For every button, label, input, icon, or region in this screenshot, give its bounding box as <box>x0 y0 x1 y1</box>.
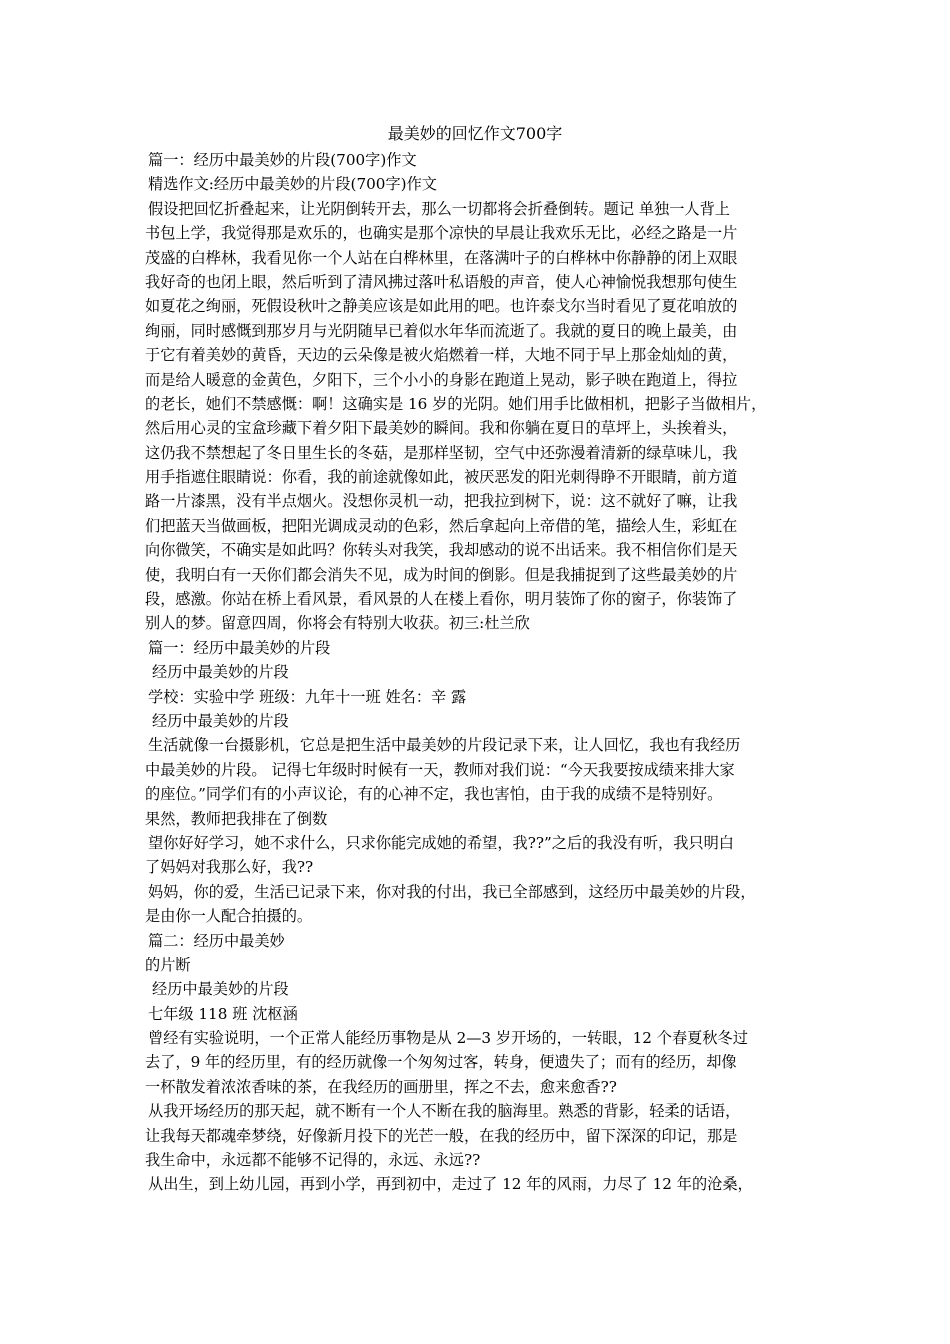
text-line: 的座位。”同学们有的小声议论，有的心神不定，我也害怕，由于我的成绩不是特别好。 <box>145 785 723 804</box>
text-line: 向你微笑，不确实是如此吗？你转头对我笑，我却感动的说不出话来。我不相信你们是天 <box>145 541 738 560</box>
text-line: 了妈妈对我那么好，我?? <box>145 858 314 877</box>
text-line: 让我每天都魂牵梦绕，好像新月投下的光芒一般，在我的经历中，留下深深的印记，那是 <box>145 1126 738 1145</box>
text-line: 的老长，她们不禁感慨：啊！这确实是 16 岁的光阴。她们用手比做相机，把影子当做相片， <box>145 394 767 413</box>
text-line: 经历中最美妙的片段 <box>152 663 289 682</box>
text-line: 篇一：经历中最美妙的片段(700字)作文 <box>148 151 417 169</box>
text-line: 然后用心灵的宝盒珍藏下着夕阳下最美妙的瞬间。我和你躺在夏日的草坪上，头挨着头， <box>145 419 738 438</box>
text-line: 假设把回忆折叠起来，让光阴倒转开去，那么一切都将会折叠倒转。题记 单独一人背上 <box>148 199 730 218</box>
text-line: 从我开场经历的那天起，就不断有一个人不断在我的脑海里。熟悉的背影，轻柔的话语， <box>148 1102 741 1121</box>
text-line: 书包上学，我觉得那是欢乐的，也确实是那个凉快的早晨让我欢乐无比，必经之路是一片 <box>145 224 738 243</box>
document-title: 最美妙的回忆作文700字 <box>387 124 563 143</box>
text-line: 经历中最美妙的片段 <box>152 711 289 730</box>
text-line: 这仍我不禁想起了冬日里生长的冬菇，是那样坚韧，空气中还弥漫着清新的绿草味儿，我 <box>145 443 738 462</box>
text-line: 去了，9 年的经历里，有的经历就像一个匆匆过客，转身，便遗失了；而有的经历，却像 <box>145 1053 737 1072</box>
text-line: 我好奇的也闭上眼，然后听到了清风拂过落叶私语般的声音，使人心神愉悦我想那句使生 <box>145 272 738 291</box>
text-line: 篇二：经历中最美妙 <box>148 931 285 950</box>
text-line: 别人的梦。留意四周，你将会有特别大收获。初三:杜兰欣 <box>145 614 530 633</box>
text-line: 经历中最美妙的片段 <box>152 980 289 999</box>
text-line: 段，感激。你站在桥上看风景，看风景的人在楼上看你，明月装饰了你的窗子，你装饰了 <box>145 590 738 609</box>
text-line: 如夏花之绚丽，死假设秋叶之静美应该是如此用的吧。也许泰戈尔当时看见了夏花咱放的 <box>145 297 738 316</box>
text-line: 学校：实验中学 班级：九年十一班 姓名：辛 露 <box>148 687 467 706</box>
text-line: 路一片漆黑，没有半点烟火。没想你灵机一动，把我拉到树下，说：这不就好了嘛，让我 <box>145 492 738 511</box>
text-line: 的片断 <box>145 955 191 974</box>
text-line: 篇一：经历中最美妙的片段 <box>148 638 331 657</box>
text-line: 是由你一人配合拍摄的。 <box>145 907 313 926</box>
text-line: 望你好好学习，她不求什么，只求你能完成她的希望，我??”之后的我没有听，我只明白 <box>148 833 734 852</box>
text-line: 生活就像一台摄影机，它总是把生活中最美妙的片段记录下来，让人回忆，我也有我经历 <box>148 736 741 755</box>
document-body <box>145 148 823 1197</box>
text-line: 们把蓝天当做画板，把阳光调成灵动的色彩，然后拿起向上帝借的笔，描绘人生，彩虹在 <box>145 516 738 535</box>
text-line: 中最美妙的片段。 记得七年级时时候有一天，教师对我们说：“今天我要按成绩来排大家 <box>145 760 735 779</box>
text-line: 用手指遮住眼睛说：你看，我的前途就像如此，被厌恶发的阳光刺得睁不开眼睛，前方道 <box>145 468 738 487</box>
text-line: 使，我明白有一天你们都会消失不见，成为时间的倒影。但是我捕捉到了这些最美妙的片 <box>145 565 738 584</box>
text-line: 从出生，到上幼儿园，再到小学，再到初中，走过了 12 年的风雨，力尽了 12 年的沧桑， <box>148 1175 753 1194</box>
text-line: 于它有着美妙的黄昏，天边的云朵像是被火焰燃着一样，大地不同于早上那金灿灿的黄， <box>145 346 738 365</box>
text-line: 精选作文:经历中最美妙的片段(700字)作文 <box>148 175 437 194</box>
text-line: 绚丽，同时感慨到那岁月与光阴随早已着似水年华而流逝了。我就的夏日的晚上最美，由 <box>145 321 738 340</box>
text-line: 妈妈，你的爱，生活已记录下来，你对我的付出，我已全部感到，这经历中最美妙的片段， <box>148 882 756 901</box>
text-line: 一杯散发着浓浓香味的茶，在我经历的画册里，挥之不去，愈来愈香?? <box>145 1077 617 1096</box>
text-line: 果然，教师把我排在了倒数 <box>145 809 328 828</box>
text-line: 我生命中，永远都不能够不记得的，永远、永远?? <box>145 1151 481 1170</box>
text-line: 茂盛的白桦林，我看见你一个人站在白桦林里，在落满叶子的白桦林中你静静的闭上双眼 <box>145 248 738 267</box>
text-line: 七年级 118 班 沈枢涵 <box>148 1004 298 1023</box>
text-line: 而是给人暖意的金黄色，夕阳下，三个小小的身影在跑道上晃动，影子映在跑道上，得拉 <box>145 370 738 389</box>
text-line: 曾经有实验说明，一个正常人能经历事物是从 2—3 岁开场的，一转眼，12 个春夏秋冬过 <box>148 1029 748 1048</box>
